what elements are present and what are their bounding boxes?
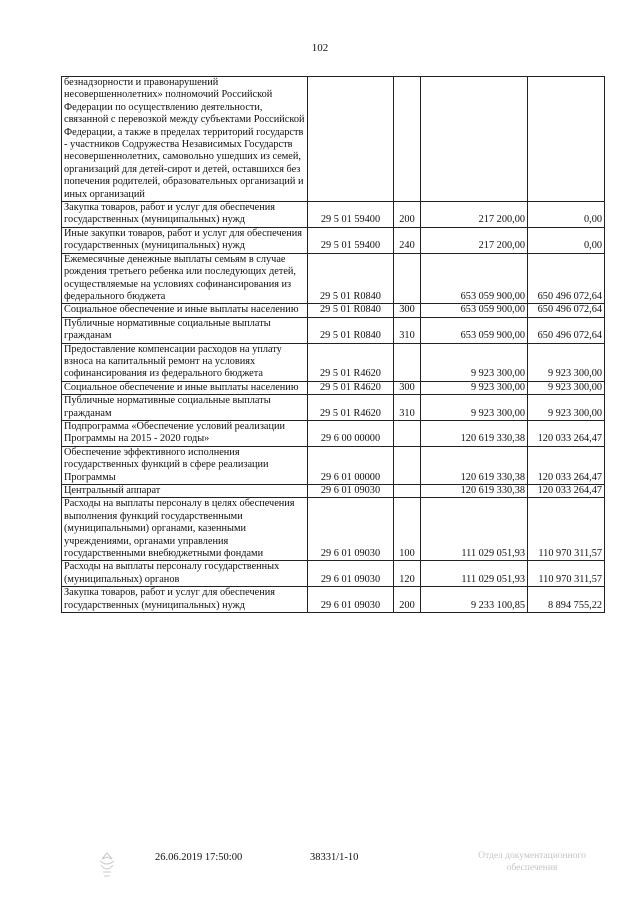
cell-type: 200 — [394, 587, 421, 613]
cell-name: Публичные нормативные социальные выплаты гражданам — [62, 317, 308, 343]
table-row — [62, 498, 605, 561]
cell-name: Закупка товаров, работ и услуг для обеспечения государственных (муниципальных) нужд — [62, 587, 308, 613]
cell-v1: 9 923 300,00 — [421, 381, 528, 394]
cell-code: 29 5 01 R0840 — [308, 253, 394, 304]
cell-name: Расходы на выплаты персоналу в целях обеспечения выполнения функций государственными (муниципальными) органами, казенными учреждениями, органами управления государственными внебюджетными фондами — [62, 498, 308, 561]
stamp-line-2: обеспечения — [506, 863, 558, 873]
cell-name: Расходы на выплаты персоналу государственных (муниципальных) органов — [62, 561, 308, 587]
cell-v1: 111 029 051,93 — [421, 498, 528, 561]
cell-name: Публичные нормативные социальные выплаты гражданам — [62, 395, 308, 421]
budget-table-body — [62, 77, 605, 613]
cell-v1: 217 200,00 — [421, 227, 528, 253]
table-row — [62, 304, 605, 317]
table-row — [62, 202, 605, 228]
cell-type: 100 — [394, 498, 421, 561]
cell-type: 310 — [394, 395, 421, 421]
table-row — [62, 446, 605, 484]
cell-type — [394, 77, 421, 202]
footer-doc-number: 38331/1-10 — [310, 852, 359, 863]
cell-v2 — [528, 77, 605, 202]
cell-name: Предоставление компенсации расходов на уплату взноса на капитальный ремонт на условиях софинансирования из федерального бюджета — [62, 343, 308, 381]
cell-v1: 111 029 051,93 — [421, 561, 528, 587]
cell-code: 29 5 01 R0840 — [308, 317, 394, 343]
cell-type: 240 — [394, 227, 421, 253]
cell-v1: 9 233 100,85 — [421, 587, 528, 613]
cell-code: 29 6 01 09030 — [308, 498, 394, 561]
cell-name: Подпрограмма «Обеспечение условий реализации Программы на 2015 - 2020 годы» — [62, 420, 308, 446]
cell-v1 — [421, 77, 528, 202]
cell-code — [308, 77, 394, 202]
cell-v2: 650 496 072,64 — [528, 253, 605, 304]
table-row — [62, 317, 605, 343]
cell-v2: 650 496 072,64 — [528, 304, 605, 317]
cell-code: 29 5 01 59400 — [308, 202, 394, 228]
cell-name: Обеспечение эффективного исполнения государственных функций в сфере реализации Программы — [62, 446, 308, 484]
table-row — [62, 395, 605, 421]
cell-v1: 9 923 300,00 — [421, 343, 528, 381]
cell-v2: 120 033 264,47 — [528, 420, 605, 446]
cell-v2: 120 033 264,47 — [528, 485, 605, 498]
cell-v2: 9 923 300,00 — [528, 381, 605, 394]
footer-timestamp: 26.06.2019 17:50:00 — [155, 852, 243, 863]
registration-stamp — [452, 850, 612, 874]
table-row — [62, 253, 605, 304]
table-row — [62, 587, 605, 613]
cell-type — [394, 485, 421, 498]
table-row — [62, 485, 605, 498]
cell-code: 29 6 01 09030 — [308, 485, 394, 498]
cell-name: безнадзорности и правонарушений несовершеннолетних» полномочий Российской Федерации по осуществлению деятельности, связанной с перевозкой между субъектами Российской Федерации, а также в пределах территорий государств - участников Содружества Независимых Государств несовершеннолетних, самовольно ушедших из семей, организаций для детей-сирот и детей, оставшихся без попечения родителей, образовательных организаций и иных организаций — [62, 77, 308, 202]
cell-type: 310 — [394, 317, 421, 343]
cell-type — [394, 343, 421, 381]
cell-code: 29 5 01 R0840 — [308, 304, 394, 317]
table-row — [62, 77, 605, 202]
cell-code: 29 5 01 R4620 — [308, 395, 394, 421]
cell-v1: 653 059 900,00 — [421, 317, 528, 343]
cell-code: 29 5 01 R4620 — [308, 343, 394, 381]
cell-v1: 653 059 900,00 — [421, 304, 528, 317]
cell-type — [394, 446, 421, 484]
cell-code: 29 6 01 09030 — [308, 587, 394, 613]
cell-v2: 650 496 072,64 — [528, 317, 605, 343]
cell-type: 200 — [394, 202, 421, 228]
page-number: 102 — [311, 42, 329, 54]
cell-name: Социальное обеспечение и иные выплаты населению — [62, 381, 308, 394]
cell-type: 120 — [394, 561, 421, 587]
budget-table — [61, 76, 605, 613]
cell-v2: 0,00 — [528, 227, 605, 253]
cell-code: 29 6 01 09030 — [308, 561, 394, 587]
cell-v2: 0,00 — [528, 202, 605, 228]
cell-name: Иные закупки товаров, работ и услуг для обеспечения государственных (муниципальных) нужд — [62, 227, 308, 253]
stamp-line-1: Отдел документационного — [478, 851, 586, 861]
cell-v2: 8 894 755,22 — [528, 587, 605, 613]
page-footer — [0, 850, 640, 890]
emblem-icon — [95, 850, 119, 880]
cell-v2: 110 970 311,57 — [528, 561, 605, 587]
cell-v1: 217 200,00 — [421, 202, 528, 228]
cell-name: Ежемесячные денежные выплаты семьям в случае рождения третьего ребенка или последующих детей, осуществляемые на условиях софинансирования из федерального бюджета — [62, 253, 308, 304]
cell-name: Закупка товаров, работ и услуг для обеспечения государственных (муниципальных) нужд — [62, 202, 308, 228]
cell-type — [394, 420, 421, 446]
cell-code: 29 6 00 00000 — [308, 420, 394, 446]
cell-v1: 120 619 330,38 — [421, 485, 528, 498]
cell-name: Социальное обеспечение и иные выплаты населению — [62, 304, 308, 317]
cell-type: 300 — [394, 304, 421, 317]
cell-v2: 120 033 264,47 — [528, 446, 605, 484]
cell-v2: 9 923 300,00 — [528, 395, 605, 421]
cell-v1: 120 619 330,38 — [421, 446, 528, 484]
cell-code: 29 6 01 00000 — [308, 446, 394, 484]
table-row — [62, 420, 605, 446]
cell-v1: 653 059 900,00 — [421, 253, 528, 304]
cell-v2: 110 970 311,57 — [528, 498, 605, 561]
cell-type — [394, 253, 421, 304]
cell-v1: 120 619 330,38 — [421, 420, 528, 446]
table-row — [62, 381, 605, 394]
cell-code: 29 5 01 R4620 — [308, 381, 394, 394]
cell-name: Центральный аппарат — [62, 485, 308, 498]
table-row — [62, 561, 605, 587]
cell-v2: 9 923 300,00 — [528, 343, 605, 381]
table-row — [62, 227, 605, 253]
cell-code: 29 5 01 59400 — [308, 227, 394, 253]
cell-type: 300 — [394, 381, 421, 394]
cell-v1: 9 923 300,00 — [421, 395, 528, 421]
table-row — [62, 343, 605, 381]
